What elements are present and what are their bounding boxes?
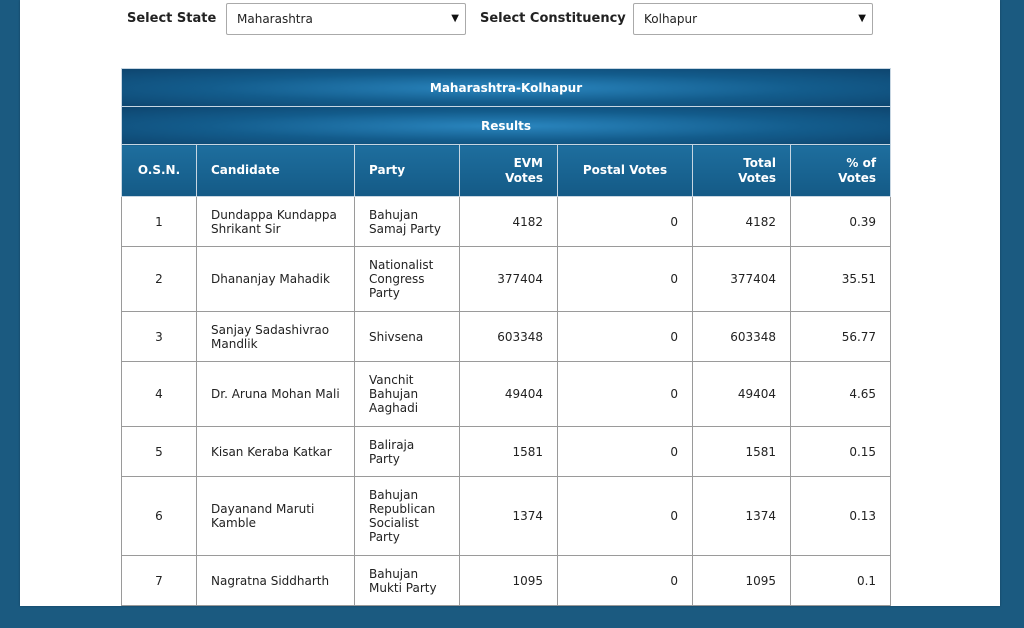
cell-total-votes: 603348 (693, 312, 791, 362)
dropdown-arrow-icon: ▼ (451, 13, 459, 24)
cell-osn: 4 (122, 362, 197, 427)
cell-postal-votes: 0 (558, 362, 693, 427)
table-row (122, 556, 891, 606)
cell-candidate: Kisan Keraba Katkar (197, 427, 355, 477)
pct-header-line1: % of (846, 155, 877, 170)
cell-total-votes: 4182 (693, 197, 791, 247)
cell-party: Bahujan Mukti Party (355, 556, 460, 606)
cell-candidate: Dundappa Kundappa Shrikant Sir (197, 197, 355, 247)
cell-osn: 5 (122, 427, 197, 477)
table-row (122, 362, 891, 427)
constituency-label: Select Constituency (480, 11, 626, 26)
cell-evm-votes: 1374 (460, 477, 558, 556)
cell-total-votes: 377404 (693, 247, 791, 312)
cell-candidate: Nagratna Siddharth (197, 556, 355, 606)
cell-evm-votes: 1095 (460, 556, 558, 606)
cell-party: Shivsena (355, 312, 460, 362)
evm-header-line1: EVM (513, 155, 543, 170)
cell-osn: 2 (122, 247, 197, 312)
cell-candidate: Dayanand Maruti Kamble (197, 477, 355, 556)
col-header-postal-votes: Postal Votes (558, 145, 693, 197)
cell-party: Vanchit Bahujan Aaghadi (355, 362, 460, 427)
cell-osn: 1 (122, 197, 197, 247)
cell-osn: 3 (122, 312, 197, 362)
cell-party: Baliraja Party (355, 427, 460, 477)
pct-header-line2: Votes (838, 170, 877, 185)
table-title: Maharashtra-Kolhapur (122, 69, 891, 107)
col-header-evm-votes (460, 145, 558, 197)
cell-total-votes: 1095 (693, 556, 791, 606)
cell-postal-votes: 0 (558, 427, 693, 477)
cell-postal-votes: 0 (558, 556, 693, 606)
cell-postal-votes: 0 (558, 477, 693, 556)
cell-percent-votes: 56.77 (791, 312, 891, 362)
col-header-party: Party (355, 145, 460, 197)
cell-evm-votes: 4182 (460, 197, 558, 247)
cell-percent-votes: 0.39 (791, 197, 891, 247)
cell-candidate: Dhananjay Mahadik (197, 247, 355, 312)
cell-candidate: Dr. Aruna Mohan Mali (197, 362, 355, 427)
table-row (122, 312, 891, 362)
state-select-value: Maharashtra (237, 12, 313, 26)
cell-evm-votes: 49404 (460, 362, 558, 427)
cell-candidate: Sanjay Sadashivrao Mandlik (197, 312, 355, 362)
cell-percent-votes: 0.13 (791, 477, 891, 556)
filter-bar (20, 0, 1000, 50)
col-header-candidate: Candidate (197, 145, 355, 197)
col-header-percent-votes (791, 145, 891, 197)
cell-total-votes: 1581 (693, 427, 791, 477)
cell-total-votes: 1374 (693, 477, 791, 556)
total-header-line2: Votes (738, 170, 776, 185)
cell-postal-votes: 0 (558, 197, 693, 247)
evm-header-line2: Votes (505, 170, 543, 185)
col-header-osn: O.S.N. (122, 145, 197, 197)
constituency-select[interactable] (633, 3, 873, 35)
state-label: Select State (127, 11, 217, 26)
col-header-total-votes (693, 145, 791, 197)
cell-evm-votes: 377404 (460, 247, 558, 312)
results-page (20, 0, 1000, 606)
total-header-line1: Total (743, 155, 776, 170)
cell-party: Bahujan Samaj Party (355, 197, 460, 247)
dropdown-arrow-icon: ▼ (858, 13, 866, 24)
constituency-select-value: Kolhapur (644, 12, 698, 26)
table-row (122, 247, 891, 312)
cell-percent-votes: 35.51 (791, 247, 891, 312)
cell-percent-votes: 0.1 (791, 556, 891, 606)
cell-percent-votes: 4.65 (791, 362, 891, 427)
results-table-container (121, 68, 890, 628)
cell-evm-votes: 603348 (460, 312, 558, 362)
cell-osn: 7 (122, 556, 197, 606)
cell-evm-votes: 1581 (460, 427, 558, 477)
cell-party: Bahujan Republican Socialist Party (355, 477, 460, 556)
table-row (122, 197, 891, 247)
table-row (122, 477, 891, 556)
cell-postal-votes: 0 (558, 247, 693, 312)
cell-percent-votes: 0.15 (791, 427, 891, 477)
state-select[interactable] (226, 3, 466, 35)
table-subtitle: Results (122, 107, 891, 145)
cell-total-votes: 49404 (693, 362, 791, 427)
cell-osn: 6 (122, 477, 197, 556)
cell-postal-votes: 0 (558, 312, 693, 362)
results-table (121, 68, 891, 606)
cell-party: Nationalist Congress Party (355, 247, 460, 312)
table-row (122, 427, 891, 477)
